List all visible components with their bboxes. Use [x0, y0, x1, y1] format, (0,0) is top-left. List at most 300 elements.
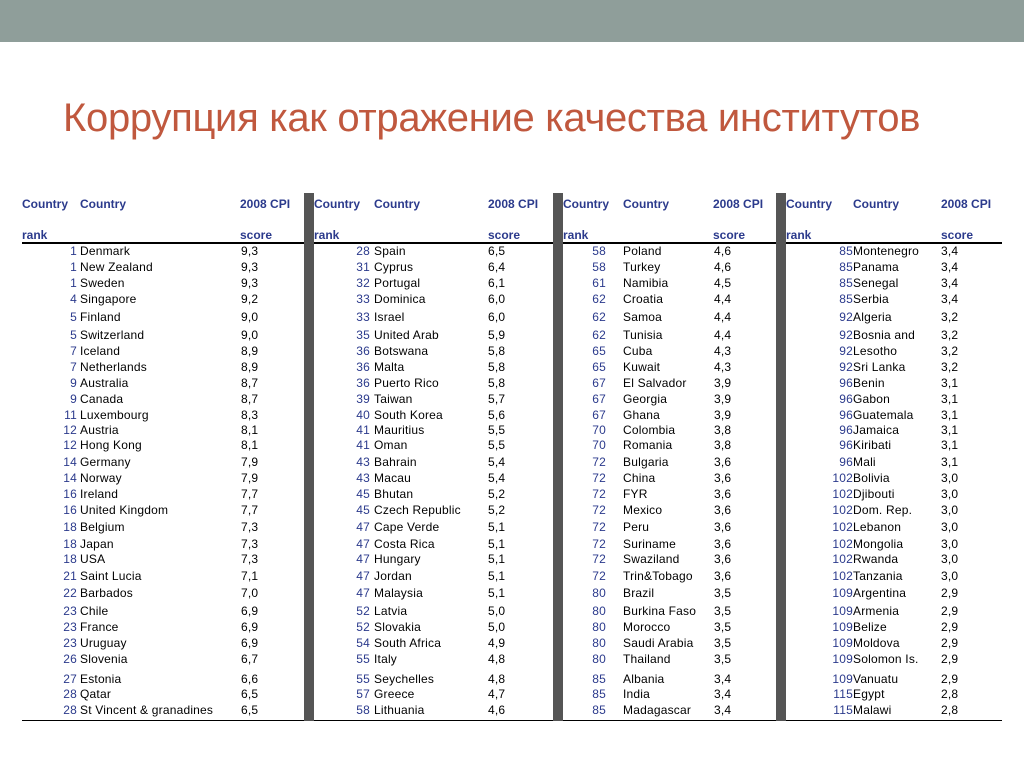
- header-score: 2008 CPI: [488, 197, 539, 211]
- table-row: [563, 552, 776, 568]
- score-cell: 3,4: [941, 276, 959, 290]
- table-row: [563, 586, 776, 602]
- score-cell: 6,9: [241, 604, 259, 618]
- country-cell: Barbados: [80, 586, 133, 600]
- rank-cell: 96: [839, 408, 853, 422]
- country-cell: Germany: [80, 455, 131, 469]
- header-rank: Country: [314, 197, 360, 211]
- rank-cell: 80: [592, 636, 606, 650]
- score-cell: 4,4: [714, 292, 732, 306]
- column-separator: [553, 193, 563, 721]
- score-cell: 9,2: [241, 292, 259, 306]
- country-cell: Lithuania: [374, 703, 425, 717]
- table-row: [314, 260, 553, 276]
- score-cell: 3,1: [941, 455, 959, 469]
- rank-cell: 72: [592, 503, 606, 517]
- country-cell: Botswana: [374, 344, 429, 358]
- score-cell: 3,2: [941, 360, 959, 374]
- rank-cell: 45: [356, 487, 370, 501]
- score-cell: 5,6: [488, 408, 506, 422]
- score-cell: 3,6: [714, 537, 732, 551]
- country-cell: Mali: [853, 455, 876, 469]
- rank-cell: 85: [592, 687, 606, 701]
- table-row: [563, 487, 776, 503]
- bottom-rule: [314, 720, 553, 721]
- score-cell: 3,2: [941, 310, 959, 324]
- rank-cell: 115: [833, 703, 853, 717]
- rank-cell: 9: [70, 376, 77, 390]
- country-cell: Netherlands: [80, 360, 147, 374]
- header-rank: Country: [786, 197, 832, 211]
- table-row: [563, 344, 776, 360]
- table-row: [563, 672, 776, 688]
- table-row: [314, 569, 553, 585]
- table-row: [22, 455, 304, 471]
- score-cell: 4,6: [714, 244, 732, 258]
- rank-cell: 45: [356, 503, 370, 517]
- score-cell: 3,1: [941, 376, 959, 390]
- bottom-rule: [786, 720, 1002, 721]
- table-row: [563, 376, 776, 392]
- country-cell: Suriname: [623, 537, 676, 551]
- table-row: [563, 503, 776, 519]
- table-row: [22, 520, 304, 536]
- score-cell: 6,1: [488, 276, 506, 290]
- rank-cell: 109: [832, 652, 853, 666]
- column-separator: [304, 193, 314, 721]
- table-row: [786, 376, 1002, 392]
- rank-cell: 85: [839, 260, 853, 274]
- country-cell: Swaziland: [623, 552, 680, 566]
- table-row: [314, 292, 553, 308]
- rank-cell: 96: [839, 423, 853, 437]
- score-cell: 2,9: [941, 620, 959, 634]
- country-cell: Japan: [80, 537, 114, 551]
- table-row: [786, 328, 1002, 344]
- score-cell: 5,7: [488, 392, 506, 406]
- table-row: [314, 376, 553, 392]
- rank-cell: 109: [832, 620, 853, 634]
- rank-cell: 18: [63, 552, 77, 566]
- table-row: [563, 520, 776, 536]
- score-cell: 8,3: [241, 408, 259, 422]
- country-cell: Samoa: [623, 310, 663, 324]
- country-cell: Israel: [374, 310, 405, 324]
- score-cell: 5,8: [488, 344, 506, 358]
- country-cell: Brazil: [623, 586, 655, 600]
- score-cell: 6,9: [241, 620, 259, 634]
- rank-cell: 72: [592, 455, 606, 469]
- header-country: Country: [623, 197, 669, 211]
- country-cell: Oman: [374, 438, 408, 452]
- rank-cell: 109: [832, 672, 853, 686]
- rank-cell: 35: [356, 328, 370, 342]
- country-cell: Tanzania: [853, 569, 903, 583]
- rank-cell: 62: [592, 328, 606, 342]
- score-cell: 5,2: [488, 487, 506, 501]
- table-row: [22, 636, 304, 652]
- cpi-table-block-3: [563, 193, 776, 721]
- country-cell: United Kingdom: [80, 503, 169, 517]
- score-cell: 7,1: [241, 569, 259, 583]
- rank-cell: 67: [592, 408, 606, 422]
- country-cell: Algeria: [853, 310, 892, 324]
- country-cell: Egypt: [853, 687, 885, 701]
- table-row: [563, 620, 776, 636]
- score-cell: 7,3: [241, 520, 259, 534]
- score-cell: 3,6: [714, 487, 732, 501]
- table-row: [563, 569, 776, 585]
- table-row: [314, 703, 553, 719]
- rank-cell: 102: [832, 552, 853, 566]
- rank-cell: 72: [592, 471, 606, 485]
- country-cell: United Arab: [374, 328, 439, 342]
- country-cell: Slovakia: [374, 620, 421, 634]
- score-cell: 5,1: [488, 569, 506, 583]
- rank-cell: 72: [592, 537, 606, 551]
- country-cell: Trin&Tobago: [623, 569, 693, 583]
- table-row: [786, 276, 1002, 292]
- score-cell: 3,1: [941, 392, 959, 406]
- country-cell: Belgium: [80, 520, 125, 534]
- country-cell: Iceland: [80, 344, 121, 358]
- table-row: [314, 392, 553, 408]
- score-cell: 7,9: [241, 471, 259, 485]
- bottom-rule: [563, 720, 776, 721]
- score-cell: 3,6: [714, 520, 732, 534]
- table-row: [314, 455, 553, 471]
- rank-cell: 33: [356, 310, 370, 324]
- rank-cell: 47: [356, 520, 370, 534]
- table-row: [22, 276, 304, 292]
- score-cell: 3,5: [714, 652, 732, 666]
- table-row: [314, 276, 553, 292]
- country-cell: India: [623, 687, 651, 701]
- table-row: [786, 438, 1002, 454]
- rank-cell: 80: [592, 620, 606, 634]
- score-cell: 8,1: [241, 423, 259, 437]
- score-cell: 3,0: [941, 569, 959, 583]
- country-cell: Moldova: [853, 636, 900, 650]
- rank-cell: 18: [63, 537, 77, 551]
- rank-cell: 28: [63, 687, 77, 701]
- table-row: [786, 503, 1002, 519]
- table-row: [22, 310, 304, 326]
- score-cell: 4,9: [488, 636, 506, 650]
- country-cell: Mexico: [623, 503, 663, 517]
- country-cell: Gabon: [853, 392, 891, 406]
- score-cell: 7,3: [241, 552, 259, 566]
- score-cell: 9,3: [241, 260, 259, 274]
- country-cell: Turkey: [623, 260, 661, 274]
- rank-cell: 12: [63, 438, 77, 452]
- header-score-sub: score: [941, 228, 974, 242]
- score-cell: 3,6: [714, 569, 732, 583]
- score-cell: 6,5: [241, 687, 259, 701]
- header-score: 2008 CPI: [240, 197, 291, 211]
- score-cell: 5,8: [488, 376, 506, 390]
- table-row: [563, 276, 776, 292]
- table-row: [563, 392, 776, 408]
- country-cell: Hong Kong: [80, 438, 142, 452]
- rank-cell: 9: [70, 392, 77, 406]
- table-row: [563, 471, 776, 487]
- header-rank: Country: [22, 197, 68, 211]
- rank-cell: 52: [356, 620, 370, 634]
- country-cell: Mongolia: [853, 537, 904, 551]
- rank-cell: 62: [592, 292, 606, 306]
- table-row: [22, 552, 304, 568]
- country-cell: Bulgaria: [623, 455, 669, 469]
- score-cell: 3,5: [714, 636, 732, 650]
- country-cell: FYR: [623, 487, 648, 501]
- table-row: [786, 392, 1002, 408]
- table-row: [786, 487, 1002, 503]
- rank-cell: 40: [356, 408, 370, 422]
- rank-cell: 1: [70, 244, 77, 258]
- table-row: [22, 471, 304, 487]
- score-cell: 4,3: [714, 344, 732, 358]
- score-cell: 4,7: [488, 687, 506, 701]
- rank-cell: 61: [592, 276, 606, 290]
- rank-cell: 62: [592, 310, 606, 324]
- country-cell: Guatemala: [853, 408, 914, 422]
- rank-cell: 92: [839, 310, 853, 324]
- country-cell: Tunisia: [623, 328, 663, 342]
- score-cell: 4,8: [488, 672, 506, 686]
- score-cell: 3,0: [941, 487, 959, 501]
- rank-cell: 92: [839, 344, 853, 358]
- score-cell: 3,1: [941, 408, 959, 422]
- country-cell: Costa Rica: [374, 537, 435, 551]
- rank-cell: 102: [832, 569, 853, 583]
- country-cell: Colombia: [623, 423, 676, 437]
- rank-cell: 72: [592, 520, 606, 534]
- table-row: [314, 487, 553, 503]
- country-cell: Sri Lanka: [853, 360, 906, 374]
- rank-cell: 36: [356, 344, 370, 358]
- table-row: [786, 703, 1002, 719]
- table-row: [22, 423, 304, 439]
- country-cell: Puerto Rico: [374, 376, 439, 390]
- country-cell: Macau: [374, 471, 412, 485]
- table-row: [22, 652, 304, 668]
- table-row: [22, 360, 304, 376]
- table-row: [563, 310, 776, 326]
- score-cell: 3,8: [714, 438, 732, 452]
- score-cell: 5,0: [488, 620, 506, 634]
- rank-cell: 109: [832, 586, 853, 600]
- score-cell: 5,1: [488, 537, 506, 551]
- table-row: [786, 620, 1002, 636]
- table-row: [22, 537, 304, 553]
- header-score: 2008 CPI: [941, 197, 992, 211]
- rank-cell: 39: [356, 392, 370, 406]
- table-row: [786, 569, 1002, 585]
- country-cell: France: [80, 620, 119, 634]
- table-row: [786, 604, 1002, 620]
- table-row: [22, 620, 304, 636]
- header-rank-sub: rank: [22, 228, 48, 242]
- table-row: [786, 455, 1002, 471]
- country-cell: Poland: [623, 244, 662, 258]
- country-cell: Singapore: [80, 292, 137, 306]
- score-cell: 3,6: [714, 552, 732, 566]
- table-row: [314, 552, 553, 568]
- country-cell: China: [623, 471, 656, 485]
- country-cell: Vanuatu: [853, 672, 899, 686]
- country-cell: Bosnia and: [853, 328, 916, 342]
- table-row: [22, 487, 304, 503]
- country-cell: Taiwan: [374, 392, 413, 406]
- country-cell: Denmark: [80, 244, 131, 258]
- rank-cell: 109: [832, 604, 853, 618]
- country-cell: Morocco: [623, 620, 671, 634]
- country-cell: Portugal: [374, 276, 421, 290]
- table-row: [22, 586, 304, 602]
- country-cell: Bhutan: [374, 487, 414, 501]
- country-cell: Bolivia: [853, 471, 890, 485]
- table-row: [563, 604, 776, 620]
- rank-cell: 70: [592, 438, 606, 452]
- score-cell: 6,4: [488, 260, 506, 274]
- table-row: [563, 687, 776, 703]
- rank-cell: 1: [70, 260, 77, 274]
- country-cell: Djibouti: [853, 487, 895, 501]
- rank-cell: 31: [356, 260, 370, 274]
- table-row: [22, 703, 304, 719]
- score-cell: 3,6: [714, 455, 732, 469]
- score-cell: 3,6: [714, 503, 732, 517]
- table-row: [314, 328, 553, 344]
- rank-cell: 7: [70, 344, 77, 358]
- country-cell: South Africa: [374, 636, 442, 650]
- score-cell: 8,1: [241, 438, 259, 452]
- table-row: [786, 310, 1002, 326]
- rank-cell: 47: [356, 586, 370, 600]
- country-cell: Cyprus: [374, 260, 414, 274]
- score-cell: 5,4: [488, 471, 506, 485]
- score-cell: 6,0: [488, 310, 506, 324]
- country-cell: Thailand: [623, 652, 671, 666]
- country-cell: Latvia: [374, 604, 408, 618]
- cpi-table-block-2: [314, 193, 553, 721]
- country-cell: Cape Verde: [374, 520, 440, 534]
- country-cell: Lesotho: [853, 344, 898, 358]
- table-row: [314, 360, 553, 376]
- table-row: [563, 360, 776, 376]
- rank-cell: 1: [70, 276, 77, 290]
- score-cell: 9,0: [241, 328, 259, 342]
- score-cell: 8,7: [241, 376, 259, 390]
- slide-title: Коррупция как отражение качества институтов: [63, 96, 921, 140]
- rank-cell: 21: [63, 569, 77, 583]
- score-cell: 5,5: [488, 438, 506, 452]
- rank-cell: 102: [832, 503, 853, 517]
- table-row: [314, 687, 553, 703]
- score-cell: 5,1: [488, 552, 506, 566]
- score-cell: 4,4: [714, 328, 732, 342]
- rank-cell: 14: [63, 455, 77, 469]
- score-cell: 3,5: [714, 620, 732, 634]
- table-row: [314, 520, 553, 536]
- rank-cell: 47: [356, 552, 370, 566]
- score-cell: 3,0: [941, 503, 959, 517]
- country-cell: Norway: [80, 471, 122, 485]
- country-cell: Austria: [80, 423, 119, 437]
- rank-cell: 22: [63, 586, 77, 600]
- header-country: Country: [80, 197, 126, 211]
- score-cell: 3,4: [714, 672, 732, 686]
- country-cell: Montenegro: [853, 244, 920, 258]
- score-cell: 6,5: [241, 703, 259, 717]
- table-row: [786, 292, 1002, 308]
- rank-cell: 5: [70, 310, 77, 324]
- score-cell: 3,2: [941, 328, 959, 342]
- table-row: [563, 260, 776, 276]
- country-cell: Panama: [853, 260, 899, 274]
- table-row: [314, 503, 553, 519]
- country-cell: Croatia: [623, 292, 664, 306]
- table-row: [22, 672, 304, 688]
- rank-cell: 96: [839, 438, 853, 452]
- table-row: [22, 260, 304, 276]
- score-cell: 4,3: [714, 360, 732, 374]
- header-rank-sub: rank: [786, 228, 812, 242]
- country-cell: Czech Republic: [374, 503, 461, 517]
- table-row: [22, 328, 304, 344]
- score-cell: 3,0: [941, 520, 959, 534]
- country-cell: Solomon Is.: [853, 652, 919, 666]
- score-cell: 3,4: [941, 292, 959, 306]
- score-cell: 3,6: [714, 471, 732, 485]
- table-row: [786, 552, 1002, 568]
- country-cell: Luxembourg: [80, 408, 149, 422]
- rank-cell: 80: [592, 652, 606, 666]
- country-cell: Lebanon: [853, 520, 902, 534]
- rank-cell: 109: [832, 636, 853, 650]
- rank-cell: 5: [70, 328, 77, 342]
- score-cell: 7,9: [241, 455, 259, 469]
- column-separator: [776, 193, 786, 721]
- table-row: [314, 408, 553, 424]
- score-cell: 5,9: [488, 328, 506, 342]
- rank-cell: 58: [592, 244, 606, 258]
- table-row: [786, 687, 1002, 703]
- score-cell: 3,9: [714, 376, 732, 390]
- rank-cell: 102: [832, 471, 853, 485]
- country-cell: Sweden: [80, 276, 125, 290]
- country-cell: Albania: [623, 672, 665, 686]
- score-cell: 7,7: [241, 487, 259, 501]
- table-row: [786, 260, 1002, 276]
- rank-cell: 41: [356, 438, 370, 452]
- rank-cell: 52: [356, 604, 370, 618]
- table-row: [786, 586, 1002, 602]
- score-cell: 3,4: [714, 703, 732, 717]
- country-cell: Cuba: [623, 344, 653, 358]
- table-row: [786, 423, 1002, 439]
- score-cell: 5,5: [488, 423, 506, 437]
- country-cell: Jamaica: [853, 423, 900, 437]
- score-cell: 6,0: [488, 292, 506, 306]
- table-row: [314, 636, 553, 652]
- table-row: [563, 423, 776, 439]
- score-cell: 5,1: [488, 586, 506, 600]
- table-row: [22, 408, 304, 424]
- table-row: [563, 703, 776, 719]
- table-row: [786, 244, 1002, 260]
